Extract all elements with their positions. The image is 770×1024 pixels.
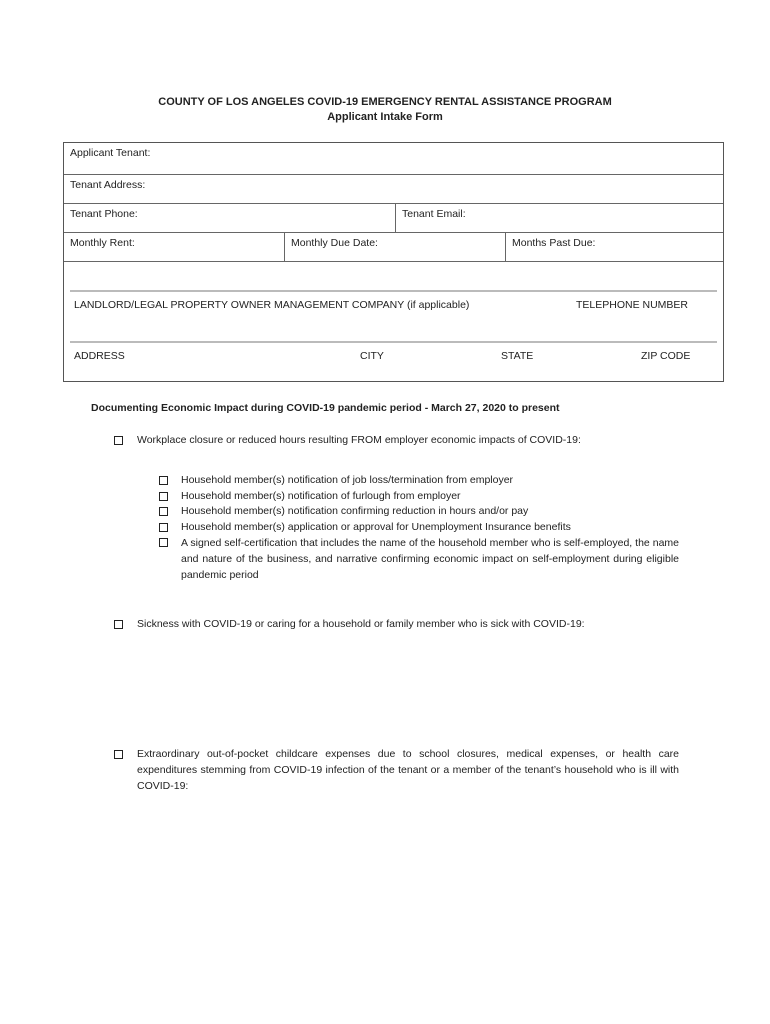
sub-checkbox-1[interactable] — [159, 476, 168, 485]
city-label: CITY — [360, 350, 384, 362]
landlord-label: LANDLORD/LEGAL PROPERTY OWNER MANAGEMENT COMPANY (if applicable) — [74, 299, 470, 311]
tenant-address-field[interactable]: Tenant Address: — [70, 179, 146, 191]
landlord-entry-line[interactable] — [70, 290, 717, 292]
sub-item-5: A signed self-certification that includes the name of the household member who is self-employed, the name and nature of the business, and narrative confirming economic impact on self-employment during eligible pandemic period — [181, 537, 679, 581]
address-entry-line[interactable] — [70, 341, 717, 343]
sickness-checkbox[interactable] — [114, 620, 123, 629]
sub-item-3: Household member(s) notification confirming reduction in hours and/or pay — [181, 505, 529, 517]
monthly-rent-field[interactable]: Monthly Rent: — [70, 237, 135, 249]
divider — [505, 232, 506, 261]
divider — [64, 203, 723, 204]
divider — [395, 203, 396, 232]
divider — [64, 232, 723, 233]
zip-code-label: ZIP CODE — [641, 350, 691, 362]
workplace-label: Workplace closure or reduced hours resulting FROM employer economic impacts of COVID-19: — [137, 434, 581, 446]
telephone-number-label: TELEPHONE NUMBER — [576, 299, 689, 311]
sub-item-4: Household member(s) application or approval for Unemployment Insurance benefits — [181, 521, 571, 533]
sub-checkbox-4[interactable] — [159, 523, 168, 532]
sub-checkbox-5[interactable] — [159, 538, 168, 547]
section-title: Documenting Economic Impact during COVID-19 pandemic period - March 27, 2020 to present — [91, 402, 560, 414]
divider — [64, 261, 723, 262]
intake-form-box — [63, 142, 724, 382]
applicant-tenant-field[interactable]: Applicant Tenant: — [70, 147, 151, 159]
tenant-email-field[interactable]: Tenant Email: — [402, 208, 466, 220]
childcare-checkbox[interactable] — [114, 750, 123, 759]
tenant-phone-field[interactable]: Tenant Phone: — [70, 208, 138, 220]
state-label: STATE — [501, 350, 534, 362]
address-label: ADDRESS — [74, 350, 125, 362]
sub-checkbox-2[interactable] — [159, 492, 168, 501]
sub-item-2: Household member(s) notification of furlough from employer — [181, 490, 461, 502]
divider — [284, 232, 285, 261]
months-past-due-field[interactable]: Months Past Due: — [512, 237, 596, 249]
sub-item-1: Household member(s) notification of job loss/termination from employer — [181, 474, 514, 486]
sub-checkbox-3[interactable] — [159, 507, 168, 516]
childcare-label: Extraordinary out-of-pocket childcare expenses due to school closures, medical expenses, or health care expenditures stemming from COVID-19 infection of the tenant or a member of the tenant’s household who is ill with COVID-19: — [137, 748, 679, 792]
document-title: COUNTY OF LOS ANGELES COVID-19 EMERGENCY RENTAL ASSISTANCE PROGRAM — [158, 96, 612, 108]
monthly-due-date-field[interactable]: Monthly Due Date: — [291, 237, 378, 249]
workplace-checkbox[interactable] — [114, 436, 123, 445]
sickness-label: Sickness with COVID-19 or caring for a household or family member who is sick with COVID-19: — [137, 618, 585, 630]
divider — [64, 174, 723, 175]
document-subtitle: Applicant Intake Form — [327, 111, 443, 123]
